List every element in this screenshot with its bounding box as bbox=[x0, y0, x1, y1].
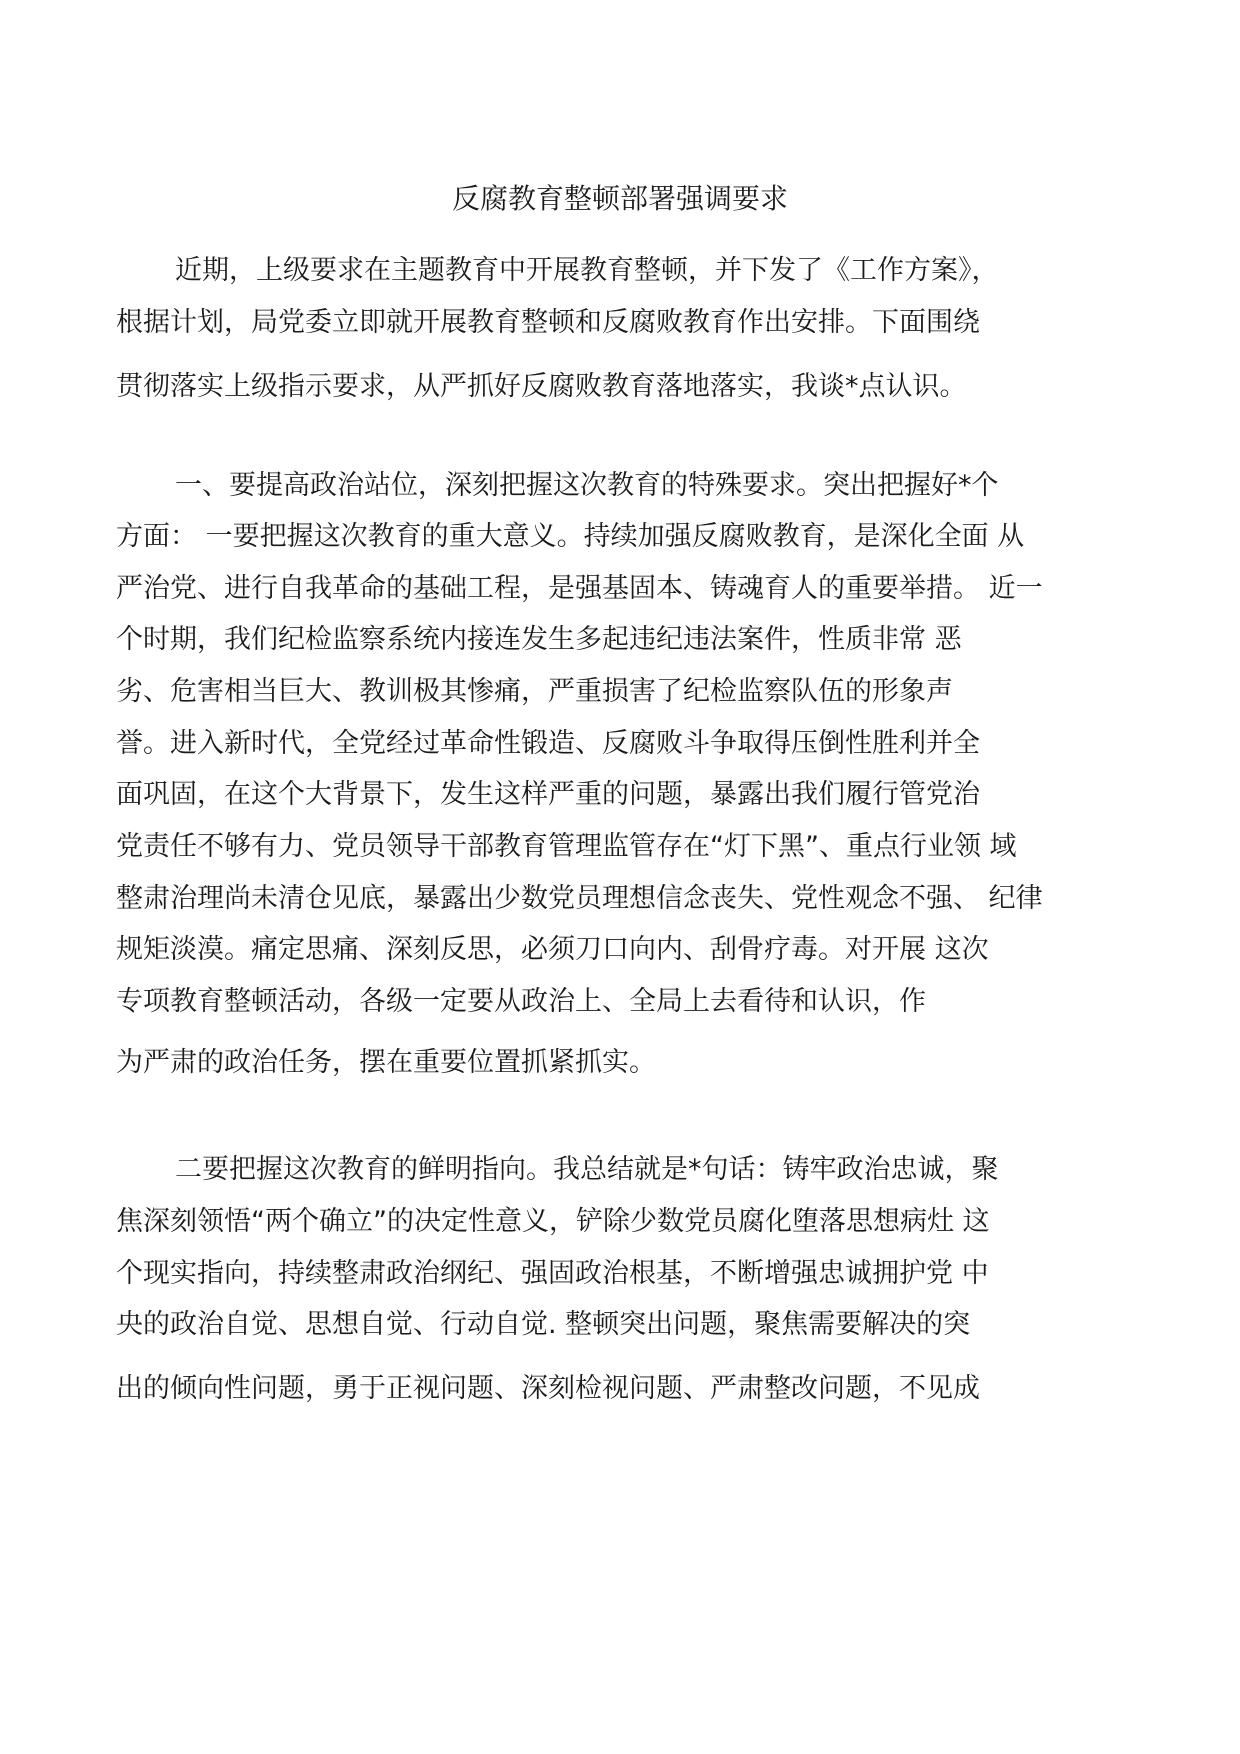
paragraph-1-line-2: 根据计划，局党委立即就开展教育整顿和反腐败教育作出安排。下面围绕 bbox=[116, 307, 980, 338]
paragraph-2-line-12: 为严肃的政治任务，摆在重要位置抓紧抓实。 bbox=[116, 1047, 656, 1078]
paragraph-3-line-5: 出的倾向性问题，勇于正视问题、深刻检视问题、严肃整改问题，不见成 bbox=[116, 1373, 980, 1404]
document-title: 反腐教育整顿部署强调要求 bbox=[451, 182, 788, 215]
paragraph-1-line-3: 贯彻落实上级指示要求，从严抓好反腐败教育落地落实，我谈*点认识。 bbox=[116, 371, 967, 402]
paragraph-2-line-10: 规矩淡漠。痛定思痛、深刻反思，必须刀口向内、刮骨疗毒。对开展 这次 bbox=[116, 934, 989, 965]
paragraph-2-line-1: 一、要提高政治站位，深刻把握这次教育的特殊要求。突出把握好*个 bbox=[175, 470, 999, 501]
paragraph-2-line-8: 党责任不够有力、党员领导干部教育管理监管存在“灯下黑”、重点行业领 域 bbox=[116, 831, 1017, 862]
paragraph-2-line-4: 个时期，我们纪检监察系统内接连发生多起违纪违法案件，性质非常 恶 bbox=[116, 624, 962, 655]
paragraph-2-line-7: 面巩固，在这个大背景下，发生这样严重的问题，暴露出我们履行管党治 bbox=[116, 779, 980, 810]
paragraph-1-line-1: 近期，上级要求在主题教育中开展教育整顿，并下发了《工作方案》， bbox=[175, 255, 999, 286]
paragraph-3-line-4: 央的政治自觉、思想自觉、行动自觉. 整顿突出问题，聚焦需要解决的突 bbox=[116, 1309, 971, 1340]
paragraph-3-line-1: 二要把握这次教育的鲜明指向。我总结就是*句话：铸牢政治忠诚，聚 bbox=[175, 1154, 999, 1185]
paragraph-3-line-2: 焦深刻领悟“两个确立”的决定性意义，铲除少数党员腐化堕落思想病灶 这 bbox=[116, 1206, 990, 1237]
paragraph-2-line-2: 方面： 一要把握这次教育的重大意义。持续加强反腐败教育，是深化全面 从 bbox=[116, 521, 1025, 552]
paragraph-2-line-5: 劣、危害相当巨大、教训极其惨痛，严重损害了纪检监察队伍的形象声 bbox=[116, 676, 953, 707]
paragraph-3-line-3: 个现实指向，持续整肃政治纲纪、强固政治根基，不断增强忠诚拥护党 中 bbox=[116, 1258, 989, 1289]
paragraph-2-line-9: 整肃治理尚未清仓见底，暴露出少数党员理想信念丧失、党性观念不强、 纪律 bbox=[116, 883, 1043, 914]
paragraph-2-line-3: 严治党、进行自我革命的基础工程，是强基固本、铸魂育人的重要举措。 近一 bbox=[116, 573, 1043, 604]
paragraph-2-line-11: 专项教育整顿活动，各级一定要从政治上、全局上去看待和认识，作 bbox=[116, 986, 926, 1017]
paragraph-2-line-6: 誉。进入新时代，全党经过革命性锻造、反腐败斗争取得压倒性胜利并全 bbox=[116, 728, 980, 759]
